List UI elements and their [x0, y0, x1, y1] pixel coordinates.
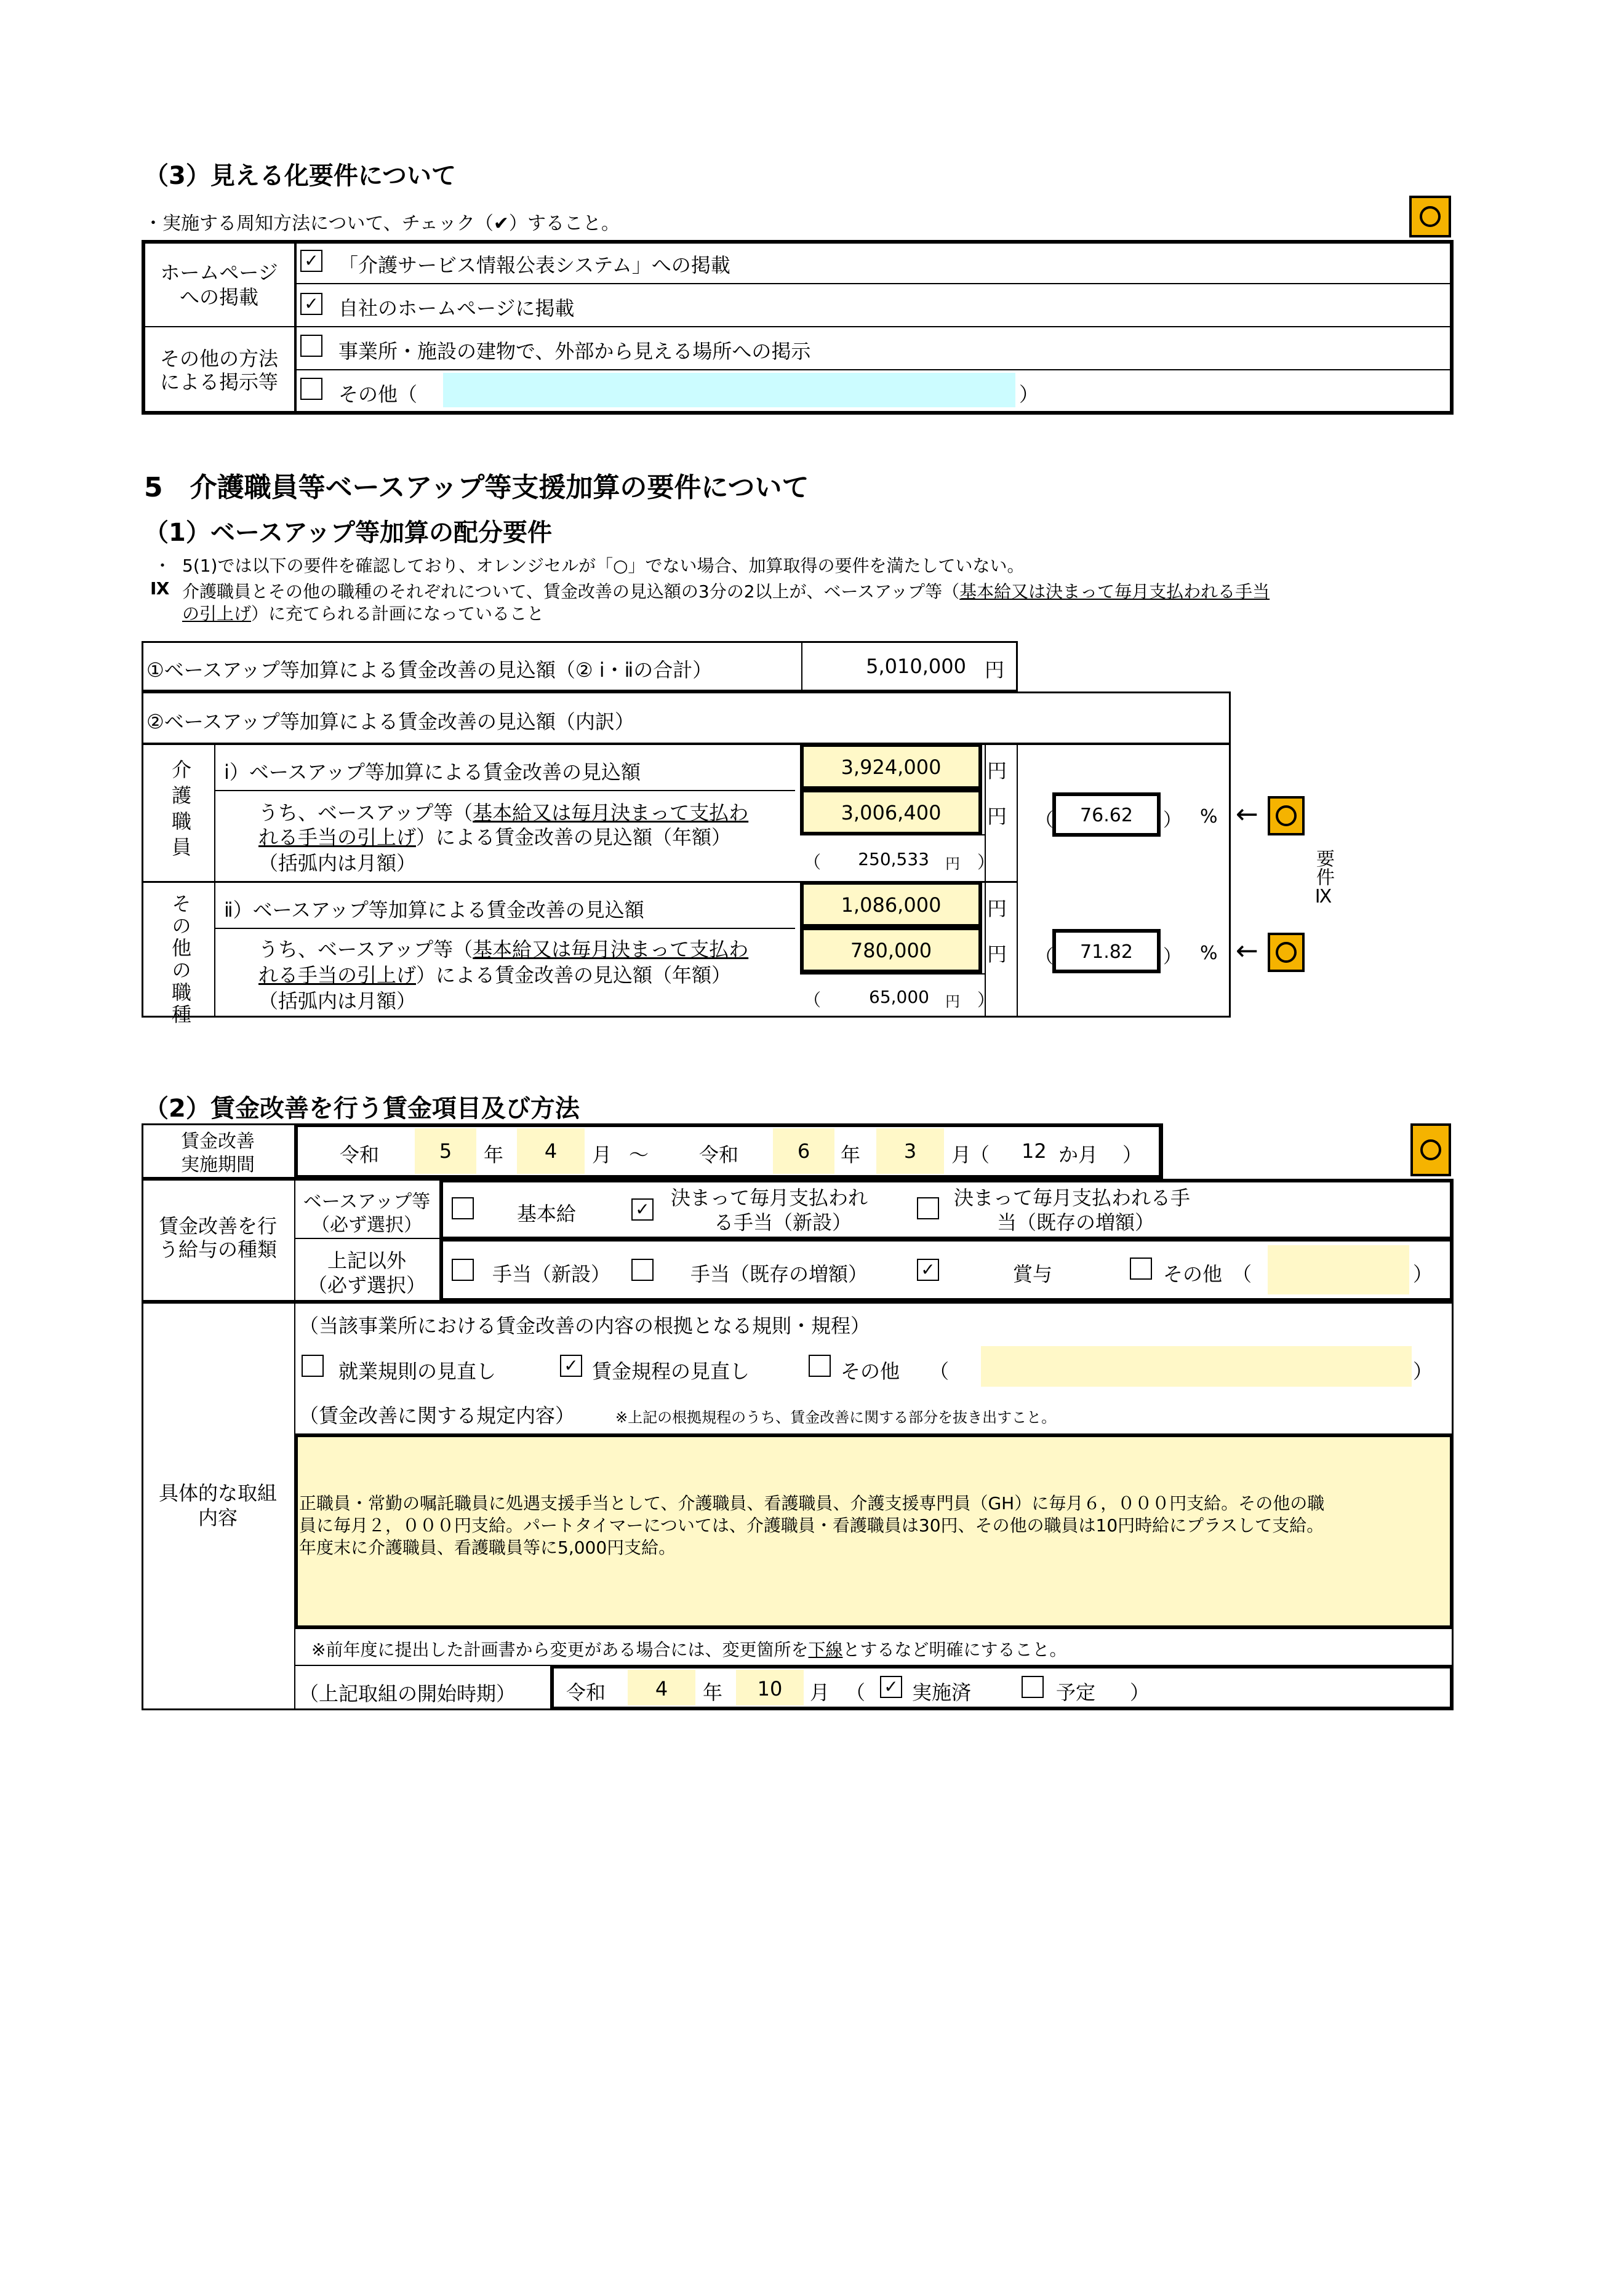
rule-other-input[interactable] — [981, 1346, 1412, 1387]
note2-line1: 介護職員とその他の職種のそれぞれについて、賃金改善の見込額の3分の2以上が、ベースアップ等（基本給又は決まって毎月支払われる手当 — [182, 581, 1270, 602]
rule-content-line1: 正職員・常勤の嘱託職員に処遇支援手当として、介護職員、看護職員、介護支援専門員（GH）に毎月６，０００円支給。その他の職 — [299, 1493, 1325, 1513]
circle-mark-icon — [1420, 206, 1441, 227]
other-method-label-1: その他の方法 — [159, 347, 278, 370]
total-label: ①ベースアップ等加算による賃金改善の見込額（② ⅰ・ⅱの合計） — [146, 658, 713, 682]
checkbox-kimatte-new[interactable]: ✓ — [631, 1198, 654, 1221]
section3-heading: （3）見える化要件について — [144, 162, 457, 190]
status-cell-visibility — [1409, 196, 1451, 237]
kaigo-uchi-line1: うち、ベースアップ等（基本給又は毎月決まって支払わ — [258, 801, 749, 824]
kaigo-i-value: 3,924,000 — [841, 755, 942, 779]
rule-content-note: ※上記の根拠規程のうち、賃金改善に関する部分を抜き出すこと。 — [615, 1409, 1057, 1426]
checkbox-teate-new[interactable] — [452, 1259, 474, 1281]
baseup-options-box — [439, 1179, 1454, 1240]
option-other-posting: その他（ — [338, 383, 418, 406]
kaigo-pct-sign: % — [1200, 806, 1218, 827]
option-teate-exist: 手当（既存の増額） — [690, 1262, 868, 1286]
sonota-uchi-line1: うち、ベースアップ等（基本給又は毎月決まって支払わ — [258, 938, 749, 961]
rule-content-line3: 年度末に介護職員、看護職員等に5,000円支給。 — [299, 1537, 676, 1558]
option-rule3: その他 （ — [841, 1360, 950, 1383]
other-kind-input[interactable] — [1268, 1245, 1409, 1294]
option-shoyo: 賞与 — [1013, 1262, 1053, 1286]
sonota-pct-open: （ — [1035, 946, 1054, 968]
kaigo-i-label: ⅰ）ベースアップ等加算による賃金改善の見込額 — [224, 760, 641, 784]
end-month-unit: 月 — [951, 1143, 972, 1166]
other-kind-label-2: （必ず選択） — [307, 1274, 426, 1297]
checkbox-other-posting[interactable] — [300, 378, 322, 400]
sonota-ii-value: 1,086,000 — [841, 893, 942, 917]
hp-label-2: への掲載 — [179, 285, 258, 309]
status-cell-period — [1410, 1123, 1451, 1176]
rule-other-close: ） — [1413, 1360, 1433, 1383]
checkbox-plan[interactable] — [1022, 1676, 1044, 1698]
months-count: 12 — [1022, 1139, 1047, 1163]
sonota-month-close: ） — [977, 990, 995, 1010]
end-year-unit: 年 — [841, 1143, 861, 1166]
sonota-uchi-line3: （括弧内は月額） — [258, 989, 417, 1013]
start-year: 5 — [439, 1139, 452, 1163]
start-month-unit: 月 — [592, 1143, 612, 1166]
option-kimatte-new-1: 決まって毎月支払われ — [671, 1186, 868, 1210]
other-kind-label-1: 上記以外 — [327, 1249, 406, 1272]
detail-label-1: 具体的な取組 — [158, 1481, 277, 1505]
option-kohyo-system: 「介護サービス情報公表システム」への掲載 — [338, 253, 730, 277]
breakdown-label: ②ベースアップ等加算による賃金改善の見込額（内訳） — [146, 710, 634, 733]
start-timing-month: 10 — [757, 1677, 783, 1700]
kaigo-base-yen: 円 — [987, 805, 1007, 828]
sonota-pct-close: ） — [1163, 946, 1182, 968]
circle-mark-icon — [1276, 942, 1297, 963]
kaigo-base-month: 250,533 — [858, 849, 929, 869]
status-cell-sonota — [1268, 933, 1305, 972]
sonota-label: その他の職種 — [169, 893, 192, 1026]
pay-kind-label-2: う給与の種類 — [158, 1238, 277, 1261]
sonota-base-year: 780,000 — [850, 939, 932, 962]
other-posting-input[interactable] — [443, 373, 1015, 407]
start-timing-era: 令和 — [566, 1681, 606, 1704]
option-building-posting: 事業所・施設の建物で、外部から見える場所への掲示 — [338, 340, 811, 363]
start-timing-open: （ — [846, 1681, 866, 1704]
sonota-pct-value: 71.82 — [1080, 941, 1133, 963]
start-timing-label: （上記取組の開始時期） — [299, 1682, 516, 1705]
start-timing-month-unit: 月 — [810, 1681, 830, 1704]
option-rule1: 就業規則の見直し — [338, 1360, 497, 1383]
note2-line2: の引上げ）に充てられる計画になっていること — [182, 604, 545, 624]
period-tilde: 〜 — [629, 1143, 649, 1166]
option-kihonkyu: 基本給 — [517, 1202, 577, 1226]
kaigo-label: 介護職員 — [169, 759, 192, 863]
sonota-base-month: 65,000 — [869, 987, 929, 1007]
end-year: 6 — [797, 1139, 810, 1163]
kaigo-month-close: ） — [977, 852, 995, 872]
sonota-arrow-icon: ← — [1236, 935, 1258, 967]
sonota-month-open: （ — [804, 990, 822, 1010]
option-done: 実施済 — [912, 1681, 972, 1704]
sonota-uchi-line2: れる手当の引上げ）による賃金改善の見込額（年額） — [258, 963, 732, 987]
note1-bullet: ・ — [154, 556, 172, 576]
other-posting-close: ） — [1019, 383, 1039, 406]
baseup-label-2: （必ず選択） — [311, 1214, 422, 1236]
rule-content-label: （賃金改善に関する規定内容） — [299, 1404, 575, 1427]
period-label-1: 賃金改善 — [181, 1131, 255, 1152]
kaigo-pct-value: 76.62 — [1080, 805, 1133, 826]
section5-heading: 5 介護職員等ベースアップ等支援加算の要件について — [144, 472, 809, 503]
start-timing-year: 4 — [655, 1677, 668, 1700]
circle-mark-icon — [1276, 805, 1297, 826]
start-month: 4 — [544, 1139, 558, 1163]
requirement-label: 要件Ⅸ — [1313, 849, 1334, 907]
note2-mark: Ⅸ — [150, 578, 170, 599]
sonota-ii-yen: 円 — [987, 897, 1007, 920]
kaigo-i-yen: 円 — [987, 759, 1007, 783]
kaigo-month-yen: 円 — [945, 855, 960, 872]
option-kimatte-exist-2: 当（既存の増額） — [997, 1211, 1155, 1234]
option-kimatte-exist-1: 決まって毎月支払われる手 — [954, 1186, 1191, 1210]
change-note: ※前年度に提出した計画書から変更がある場合には、変更箇所を下線とするなど明確にすること。 — [311, 1640, 1067, 1660]
period-era-end: 令和 — [699, 1143, 739, 1166]
status-cell-kaigo — [1268, 796, 1305, 835]
checkbox-rule2[interactable]: ✓ — [560, 1355, 582, 1377]
start-year-unit: 年 — [484, 1143, 504, 1166]
kaigo-uchi-line2: れる手当の引上げ）による賃金改善の見込額（年額） — [258, 826, 732, 849]
checkbox-rule3[interactable] — [809, 1355, 831, 1377]
section5-2-heading: （2）賃金改善を行う賃金項目及び方法 — [144, 1094, 580, 1123]
other-method-label-2: による掲示等 — [159, 370, 278, 394]
kaigo-arrow-icon: ← — [1236, 799, 1258, 830]
end-month: 3 — [903, 1139, 917, 1163]
months-open: （ — [970, 1143, 990, 1166]
kaigo-pct-close: ） — [1163, 810, 1182, 831]
total-yen: 円 — [985, 658, 1005, 682]
checkbox-teate-exist[interactable] — [631, 1259, 654, 1281]
start-timing-close: ） — [1130, 1681, 1150, 1704]
checkbox-shoyo[interactable]: ✓ — [917, 1259, 939, 1281]
checkbox-kimatte-exist[interactable] — [917, 1197, 939, 1219]
kaigo-base-year: 3,006,400 — [841, 801, 942, 824]
sonota-ii-label: ⅱ）ベースアップ等加算による賃金改善の見込額 — [224, 898, 644, 922]
sonota-pct-sign: % — [1200, 943, 1218, 964]
other-kind-close: ） — [1413, 1262, 1433, 1286]
section5-1-heading: （1）ベースアップ等加算の配分要件 — [144, 519, 553, 547]
kaigo-month-open: （ — [804, 852, 822, 872]
kaigo-pct-open: （ — [1035, 810, 1054, 831]
rule-content-line2: 員に毎月２，０００円支給。パートタイマーについては、介護職員・看護職員は30円、その他の職員は10円時給にプラスして支給。 — [299, 1515, 1324, 1536]
months-close: ） — [1122, 1143, 1143, 1166]
total-value: 5,010,000 — [866, 655, 966, 678]
section3-instruction: ・実施する周知方法について、チェック（✔）すること。 — [144, 213, 620, 234]
hp-label-1: ホームページ — [160, 261, 278, 284]
note1: 5(1)では以下の要件を確認しており、オレンジセルが「○」でない場合、加算取得の要件を満たしていない。 — [182, 556, 1025, 576]
checkbox-done[interactable]: ✓ — [880, 1676, 902, 1698]
kaigo-uchi-line3: （括弧内は月額） — [258, 851, 417, 875]
period-label-2: 実施期間 — [181, 1154, 255, 1176]
baseup-label-1: ベースアップ等 — [303, 1191, 431, 1213]
basis-label: （当該事業所における賃金改善の内容の根拠となる規則・規程） — [299, 1314, 871, 1337]
circle-mark-icon — [1420, 1139, 1441, 1160]
months-unit: か月 — [1058, 1143, 1098, 1166]
option-own-homepage: 自社のホームページに掲載 — [338, 297, 575, 320]
checkbox-other-kind[interactable] — [1130, 1258, 1152, 1280]
option-rule2: 賃金規程の見直し — [592, 1360, 750, 1383]
pay-kind-label-1: 賃金改善を行 — [158, 1214, 277, 1238]
sonota-month-yen: 円 — [945, 993, 960, 1010]
sonota-base-yen: 円 — [987, 943, 1007, 966]
detail-label-2: 内容 — [198, 1506, 238, 1529]
option-kimatte-new-2: る手当（新設） — [714, 1211, 852, 1234]
period-era-start: 令和 — [340, 1143, 380, 1166]
option-other-kind: その他 （ — [1163, 1262, 1252, 1286]
checkbox-kohyo-system[interactable]: ✓ — [300, 250, 322, 272]
checkbox-rule1[interactable] — [302, 1355, 324, 1377]
start-timing-year-unit: 年 — [703, 1681, 723, 1704]
option-plan: 予定 — [1056, 1681, 1096, 1704]
checkbox-own-homepage[interactable]: ✓ — [300, 293, 322, 315]
checkbox-building-posting[interactable] — [300, 335, 322, 357]
option-teate-new: 手当（新設） — [492, 1262, 611, 1286]
checkbox-kihonkyu[interactable] — [452, 1197, 474, 1219]
